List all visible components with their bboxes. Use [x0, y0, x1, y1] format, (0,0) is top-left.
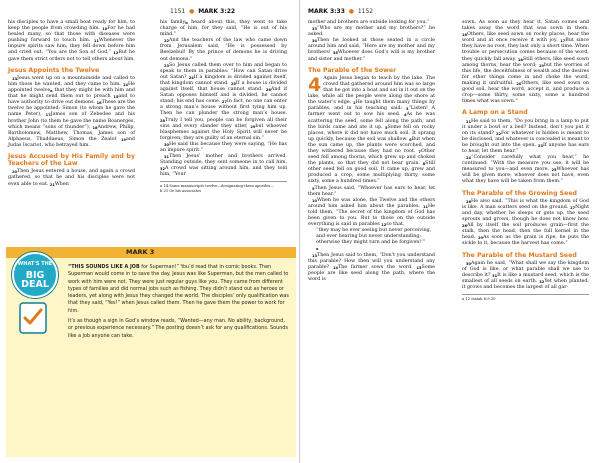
right-col-1 [308, 20, 435, 283]
chapter-number: 4 [308, 73, 322, 96]
paragraph: $^{13}$Jesus went up on a mountainside and called to him those he wanted, and they came to him. $^{14}$He appointed twelve$^a$ that they might be with him and that he might send them out to preach $^{15}$and to have authority to drive out demons. $^{16}$These are the twelve he appointed: Simon (to whom he gave the name Peter), $^{17}$James son of Zebedee and his brother John (to them he gave the name Boanerges, which means “sons of thunder”), $^{18}$Andrew, Philip, Bartholomew, Matthew, Thomas, James son of Alphaeus, Thaddaeus, Simon the Zealot $^{19}$and Judas Iscariot, who betrayed him. [8, 75, 136, 148]
big-deal-text [68, 264, 290, 343]
section-heading: Jesus Accused by His Family and by Teachers of the Law [8, 152, 135, 168]
big-deal-badge [12, 252, 58, 298]
paragraph: $^9$Then Jesus said, “Whoever has ears to hear, let them hear.” [308, 185, 435, 197]
paragraph: 4 Again Jesus began to teach by the lake. The crowd that gathered around him was so large that he got into a boat and sat in it out on the lake, while all the people were along the shore at the water’s edge. $^2$He taught them many things by parables, and in his teaching said: $^3$“Listen! A farmer went out to sow his seed. $^4$As he was scattering the seed, some fell along the path, and the birds came and ate it up. $^5$Some fell on rocky places, where it did not have much soil. It sprang up quickly, because the soil was shallow. $^6$But when the sun came up, the plants were scorched, and they withered because they had no root. $^7$Other seed fell among thorns, which grew up and choked the plants, so that they did not bear grain. $^8$Still other seed fell on good soil. It came up, grew and produced a crop, some multiplying thirty, some sixty, some a hundred times.” [308, 73, 436, 185]
paragraph: $^{23}$So Jesus called them over to him and began to speak to them in parables: “How can Satan drive out Satan? $^{24}$If a kingdom is divided against itself, that kingdom cannot stand. $^{25}$If a house is divided against itself, that house cannot stand. $^{26}$And if Satan opposes himself and is divided, he cannot stand; his end has come. $^{27}$In fact, no one can enter a strong man’s house without first tying him up. Then he can plunder the strong man’s house. $^{28}$Truly I tell you, people can be forgiven all their sins and every slander they utter, $^{29}$but whoever blasphemes against the Holy Spirit will never be forgiven; they are guilty of an eternal sin.” [160, 62, 288, 141]
badge-big-text: BIG DEAL [21, 270, 49, 290]
checklist-icon [18, 301, 48, 335]
header-dot: ● [187, 8, 197, 15]
paragraph: $^{22}$And the teachers of the law who came down from Jerusalem said, “He is possessed by Beelzebul! By the prince of demons he is driving out demons.” [160, 38, 287, 62]
paragraph: mother and brothers are outside looking for you.” [308, 20, 430, 25]
paragraph: $^{24}$“Consider carefully what you hear,” he continued. “With the measure you use, it will be measured to you—and even more. $^{25}$Whoever has will be given more; whoever does not have, even what they have will be taken from them.” [462, 155, 589, 185]
paragraph: $^{10}$When he was alone, the Twelve and the others around him asked him about the parables. $^{11}$He told them, “The secret of the kingdom of God has been given to you. But to those on the outside everything is said in parables $^{12}$so that, [308, 197, 435, 228]
quotation: “they may be ever seeing but never perceiving, and ever hearing but never understanding; otherwise they might turn and be forgiven!’” a [316, 228, 432, 252]
left-page-number: 1151 [170, 8, 186, 15]
section-heading: The Parable of the Growing Seed [462, 189, 577, 197]
paragraph: $^{26}$He also said, “This is what the kingdom of God is like. A man scatters seed on the ground. $^{27}$Night and day, whether he sleeps or gets up, the seed sprouts and grows, though he does not know how. $^{28}$All by itself the soil produces grain—first the stalk, then the head, then the full kernel in the head. $^{29}$As soon as the grain is ripe, he puts the sickle to it, because the harvest has come.” [462, 198, 589, 247]
left-page-reference: MARK 3:22 [198, 8, 236, 15]
paragraph: his family$^b$ heard about this, they went to take charge of him, for they said, “He is out of his mind.” [160, 20, 287, 38]
section-heading: The Parable of the Mustard Seed [462, 251, 577, 259]
paragraph: $^{34}$Then he looked at those seated in a circle around him and said, “Here are my mother and my brothers! $^{35}$Whoever does God’s will is my brother and sister and mother.” [308, 38, 435, 62]
header-dot: ● [346, 8, 356, 15]
big-deal-chapter: MARK 3 [126, 248, 155, 256]
left-col-2 [160, 20, 287, 194]
paragraph: sown. As soon as they hear it, Satan comes and takes away the word that was sown in them. $^{16}$Others, like seed sown on rocky places, hear the word and at once receive it with joy. $^{17}$But since they have no root, they last only a short time. When trouble or persecution comes because of the word, they quickly fall away. $^{18}$Still others, like seed sown among thorns, hear the word; $^{19}$but the worries of this life, the deceitfulness of wealth and the desires for other things come in and choke the word, making it unfruitful. $^{20}$Others, like seed sown on good soil, hear the word, accept it, and produce a crop—some thirty, some sixty, some a hundred times what was sown.” [462, 20, 589, 105]
paragraph: It’s as though a sign in God’s window reads, “Wanted—any man. No ability, background, or previous experience necessary.” The posting doesn’t ask for any qualifications. Sounds like a job anyone can take. [68, 318, 288, 339]
right-col-2 [462, 20, 589, 302]
left-col-1 [8, 20, 135, 188]
section-heading: A Lamp on a Stand [462, 109, 528, 117]
footnotes [160, 181, 287, 193]
paragraph: $^{30}$He said this because they were saying, “He has an impure spirit.” [160, 141, 287, 153]
right-page-number: 1152 [357, 8, 374, 15]
section-heading: Jesus Appoints the Twelve [8, 66, 100, 74]
badge-top-text: WHAT'S THE [17, 261, 53, 267]
section-heading: The Parable of the Sower [308, 66, 397, 74]
footnote: a 14 Some manuscripts twelve—designating them apostles— [160, 184, 274, 189]
left-page-header [170, 8, 235, 15]
right-page-header [308, 8, 373, 15]
paragraph: $^{20}$Then Jesus entered a house, and again a crowd gathered, so that he and his disciples were not even able to eat. $^{21}$When [8, 169, 135, 187]
paragraph: $^{30}$Again he said, “What shall we say the kingdom of God is like, or what parable shall we use to describe it? $^{31}$It is like a mustard seed, which is the smallest of all seeds on earth. $^{32}$Yet when planted, it grows and becomes the largest of all gar- [462, 260, 589, 291]
footnote: b 21 Or his associates [160, 189, 202, 194]
paragraph: $^{13}$Then Jesus said to them, “Don’t you understand this parable? How then will you understand any parable? $^{14}$The farmer sows the word. $^{15}$Some people are like seed along the path, where the word is [308, 252, 436, 282]
footnote: a 12 Isaiah 6:9,10 [462, 294, 589, 302]
paragraph: $^{31}$Then Jesus’ mother and brothers arrived. Standing outside, they sent someone in to call him. $^{32}$A crowd was sitting around him, and they told him, “Your [160, 154, 287, 178]
paragraph: $^{21}$He said to them, “Do you bring in a lamp to put it under a bowl or a bed? Instead, don’t you put it on its stand? $^{22}$For whatever is hidden is meant to be disclosed, and whatever is concealed is meant to be brought out into the open. $^{23}$If anyone has ears to hear, let them hear.” [462, 118, 589, 154]
big-deal-box [6, 247, 296, 457]
paragraph: his disciples to have a small boat ready for him, to keep the people from crowding him. $^{10}$For he had healed many, so that those with diseases were pushing forward to touch him. $^{11}$Whenever the impure spirits saw him, they fell down before him and cried out, “You are the Son of God.” $^{12}$But he gave them strict orders not to tell others about him. [8, 20, 136, 62]
right-page [300, 0, 600, 463]
paragraph: “THIS SOUNDS LIKE A JOB for Superman!” You’d read that in comic books. Then Superman would come in to save the day. Jesus was like Superman, but the men called to work with him were not. They were just regular guys like you. They came from different types of families and did normal jobs such as fishing. They didn’t stand out as heroes or leaders, yet along with Jesus they changed the world. The disciples’ only qualification was that they said, “Yes!” when Jesus called them. Then he gave them the power to work for him. [68, 264, 289, 314]
paragraph: $^{33}$“Who are my mother and my brothers?” he asked. [308, 26, 435, 38]
right-page-reference: MARK 3:33 [308, 8, 345, 15]
